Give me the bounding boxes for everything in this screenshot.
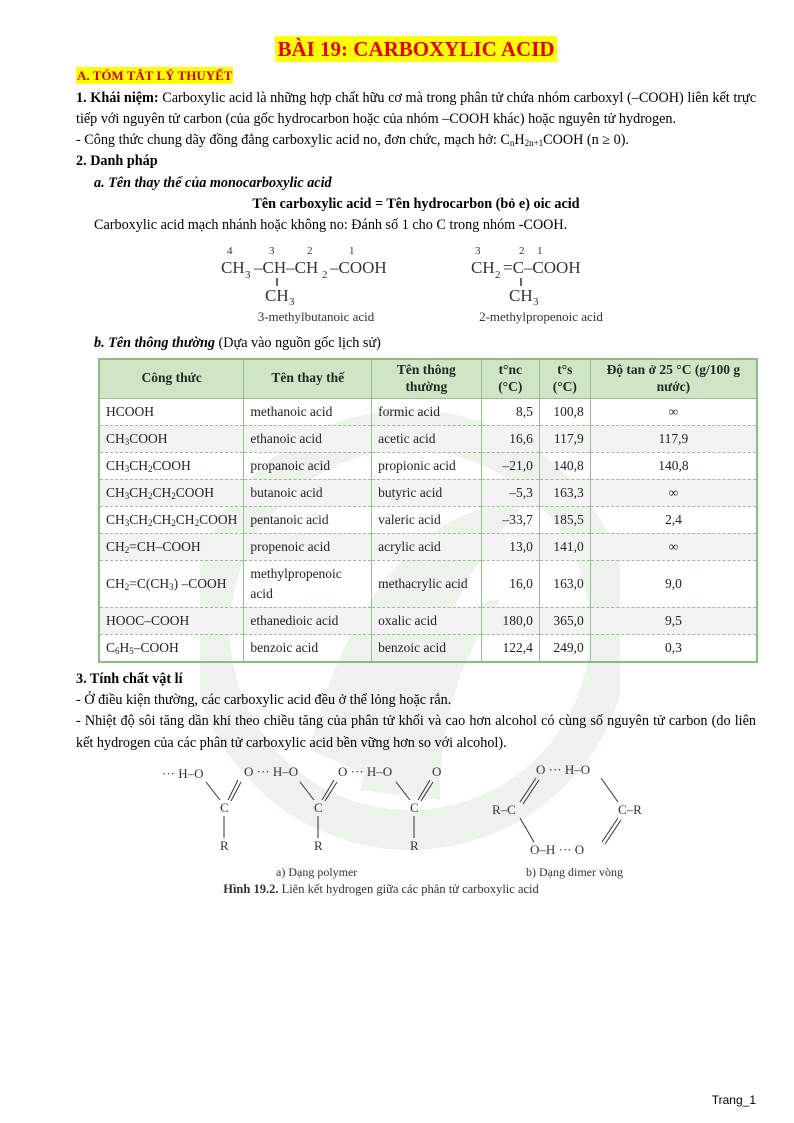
svg-text:R: R [314, 837, 323, 853]
example-2-name: 2-methylpropenoic acid [479, 308, 603, 324]
table-header-3: t°nc (°C) [481, 359, 539, 398]
table-cell: ethanoic acid [244, 425, 372, 452]
table-cell: 0,3 [590, 634, 757, 662]
svg-text:CH: CH [221, 257, 245, 277]
common-name-note: (Dựa vào nguồn gốc lịch sử) [214, 334, 381, 351]
svg-text:O ··· H–O: O ··· H–O [244, 763, 299, 779]
table-header-2: Tên thông thường [372, 359, 482, 398]
svg-text:–COOH: –COOH [330, 257, 387, 277]
table-header-row [99, 359, 757, 398]
svg-text:··· H–O: ··· H–O [162, 765, 204, 781]
svg-text:CH: CH [265, 285, 289, 305]
table-cell: ∞ [590, 533, 757, 560]
table-row [99, 452, 757, 479]
svg-text:=C–COOH: =C–COOH [503, 257, 581, 277]
table-cell: propanoic acid [244, 452, 372, 479]
table-cell: 16,6 [481, 425, 539, 452]
page-content [76, 36, 756, 899]
table-cell: acrylic acid [372, 533, 482, 560]
figure-caption-text: Liên kết hydrogen giữa các phân tử carboxylic acid [278, 881, 539, 896]
table-row [99, 533, 757, 560]
svg-text:C: C [314, 799, 323, 815]
table-cell: 100,8 [539, 398, 590, 425]
table-cell: formic acid [372, 398, 482, 425]
table-cell: $CH_3CH_2CH_2CH_2COOH$ [99, 506, 244, 533]
table-cell: 163,0 [539, 560, 590, 607]
table-cell: valeric acid [372, 506, 482, 533]
table-cell: pentanoic acid [244, 506, 372, 533]
table-cell: ∞ [590, 479, 757, 506]
nomenclature-heading: 2. Danh pháp [76, 153, 158, 170]
svg-text:C: C [220, 799, 229, 815]
general-formula [76, 130, 756, 151]
table-header-5: Độ tan ở 25 °C (g/100 g nước) [590, 359, 757, 398]
table-cell: HCOOH [99, 398, 244, 425]
svg-text:1: 1 [537, 244, 543, 257]
svg-text:2: 2 [519, 244, 525, 257]
physical-properties-p2: - Nhiệt độ sôi tăng dần khi theo chiều tăng của phân tử khối và cao hơn alcohol có cùng số nguyên tử carbon (do liên kết hydrogen của các phân tử carboxylic acid bền vững hơn so với alcohol). [76, 713, 756, 751]
structure-3-methylbutanoic-acid [221, 243, 411, 307]
branch-note: Carboxylic acid mạch nhánh hoặc không no: Đánh số 1 cho C trong nhóm -COOH. [94, 217, 568, 234]
table-cell: methacrylic acid [372, 560, 482, 607]
formula-sub-2n1: 2n+1 [524, 138, 544, 149]
svg-text:–CH–CH: –CH–CH [254, 257, 319, 277]
svg-text:CH: CH [471, 257, 495, 277]
table-cell: 8,5 [481, 398, 539, 425]
table-row [99, 634, 757, 662]
table-cell: 140,8 [590, 452, 757, 479]
formula-prefix: - Công thức chung dãy đồng đẳng carboxylic acid no, đơn chức, mạch hở: C [76, 132, 510, 149]
svg-text:C–R: C–R [618, 801, 642, 817]
common-name-heading: b. Tên thông thường [94, 334, 215, 351]
table-cell: propionic acid [372, 452, 482, 479]
table-cell: methylpropenoic acid [244, 560, 372, 607]
table-cell: –21,0 [481, 452, 539, 479]
table-cell: $C_6H_5$–COOH [99, 634, 244, 662]
table-cell: $CH_3CH_2COOH$ [99, 452, 244, 479]
svg-text:CH: CH [509, 285, 533, 305]
figure-b-label: b) Dạng dimer vòng [526, 864, 623, 879]
structure-example-2 [471, 243, 611, 329]
svg-text:O: O [432, 763, 442, 779]
table-cell: 163,3 [539, 479, 590, 506]
common-name-line [76, 333, 756, 354]
table-header-0: Công thức [99, 359, 244, 398]
table-row [99, 607, 757, 634]
svg-text:O ··· H–O: O ··· H–O [536, 761, 591, 777]
svg-text:O ··· H–O: O ··· H–O [338, 763, 393, 779]
table-cell: $CH_2=CH$–COOH [99, 533, 244, 560]
hydrogen-bond-diagram [156, 760, 676, 880]
svg-text:2: 2 [322, 268, 328, 281]
table-cell: 2,4 [590, 506, 757, 533]
formula-sub-n: n [509, 138, 515, 149]
svg-text:R: R [220, 837, 229, 853]
table-cell: –33,7 [481, 506, 539, 533]
table-cell: HOOC–COOH [99, 607, 244, 634]
table-header-4: t°s (°C) [539, 359, 590, 398]
table-cell: propenoic acid [244, 533, 372, 560]
table-cell: 9,0 [590, 560, 757, 607]
page-title: BÀI 19: CARBOXYLIC ACID [277, 37, 555, 61]
table-cell: 117,9 [590, 425, 757, 452]
table-cell: methanoic acid [244, 398, 372, 425]
table-cell: acetic acid [372, 425, 482, 452]
table-cell: 140,8 [539, 452, 590, 479]
table-cell: 180,0 [481, 607, 539, 634]
svg-text:R–C: R–C [492, 801, 516, 817]
svg-text:2: 2 [495, 268, 501, 281]
svg-text:3: 3 [269, 244, 275, 257]
figure-caption-number: Hình 19.2. [223, 881, 279, 896]
acid-properties-table [98, 358, 758, 663]
naming-rule: Tên carboxylic acid = Tên hydrocarbon (bỏ e) oic acid [252, 196, 580, 213]
concept-paragraph [76, 88, 756, 131]
table-cell: 122,4 [481, 634, 539, 662]
table-cell: 141,0 [539, 533, 590, 560]
svg-text:1: 1 [349, 244, 355, 257]
table-cell: 249,0 [539, 634, 590, 662]
table-cell: butanoic acid [244, 479, 372, 506]
svg-text:O–H ··· O: O–H ··· O [530, 841, 585, 857]
svg-text:2: 2 [307, 244, 313, 257]
table-cell: $CH_2=C(CH_3)$ –COOH [99, 560, 244, 607]
table-cell: ∞ [590, 398, 757, 425]
svg-text:3: 3 [245, 268, 251, 281]
table-cell: benzoic acid [372, 634, 482, 662]
table-cell: 16,0 [481, 560, 539, 607]
physical-properties-heading: 3. Tính chất vật lí [76, 670, 183, 687]
table-cell: –5,3 [481, 479, 539, 506]
table-row [99, 398, 757, 425]
structure-example-1 [221, 243, 411, 329]
table-cell: ethanedioic acid [244, 607, 372, 634]
table-cell: $CH_3CH_2CH_2COOH$ [99, 479, 244, 506]
table-body [99, 398, 757, 662]
physical-properties-p1: - Ở điều kiện thường, các carboxylic acid đều ở thể lỏng hoặc rắn. [76, 692, 452, 709]
page-number: Trang_1 [711, 1093, 756, 1107]
substitutive-name-heading: a. Tên thay thế của monocarboxylic acid [94, 174, 332, 191]
table-row [99, 506, 757, 533]
table-cell: butyric acid [372, 479, 482, 506]
svg-text:3: 3 [475, 244, 481, 257]
example-1-name: 3-methylbutanoic acid [257, 308, 375, 324]
concept-heading: 1. Khái niệm: [76, 89, 159, 106]
hydrogen-bond-figure [76, 760, 756, 880]
table-cell: 185,5 [539, 506, 590, 533]
structure-2-methylpropenoic-acid [471, 243, 611, 307]
formula-h: H [514, 132, 525, 149]
concept-text: Carboxylic acid là những hợp chất hữu cơ mà trong phân tử chứa nhóm carboxyl (–COOH) liên kết trực tiếp với nguyên tử carbon (của gốc hydrocarbon hoặc của nhóm –COOH khác) hoặc nguyên tử hydrogen. [76, 89, 756, 127]
svg-text:3: 3 [289, 295, 295, 307]
section-a-heading: A. TÓM TẮT LÝ THUYẾT [77, 68, 233, 84]
table-row [99, 479, 757, 506]
table-cell: 117,9 [539, 425, 590, 452]
svg-text:4: 4 [227, 244, 233, 257]
table-cell: oxalic acid [372, 607, 482, 634]
table-header-1: Tên thay thế [244, 359, 372, 398]
table-row [99, 425, 757, 452]
structure-examples [76, 243, 756, 329]
table-cell: benzoic acid [244, 634, 372, 662]
table-row [99, 560, 757, 607]
figure-a-label: a) Dạng polymer [276, 864, 358, 879]
table-cell: $CH_3COOH$ [99, 425, 244, 452]
figure-caption [6, 880, 756, 899]
table-cell: 365,0 [539, 607, 590, 634]
table-cell: 9,5 [590, 607, 757, 634]
formula-suffix: COOH (n ≥ 0). [543, 132, 629, 149]
svg-text:C: C [410, 799, 419, 815]
table-cell: 13,0 [481, 533, 539, 560]
svg-text:3: 3 [533, 295, 539, 307]
svg-text:R: R [410, 837, 419, 853]
